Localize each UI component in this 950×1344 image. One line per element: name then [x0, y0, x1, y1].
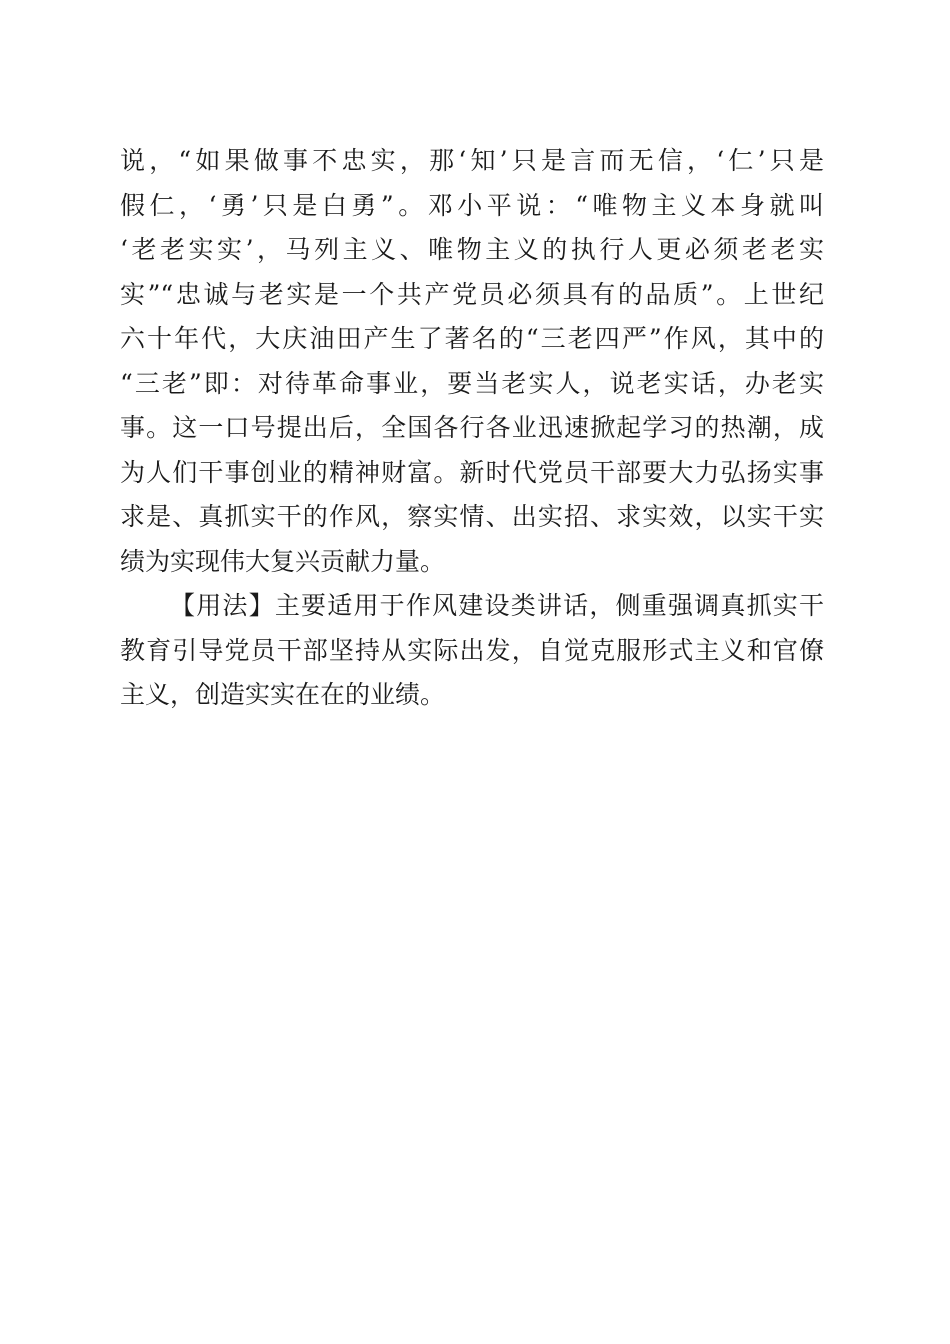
- text-line: “三老”即：对待革命事业，要当老实人，说老实话，办老实: [120, 368, 824, 398]
- text-line: 六十年代，大庆油田产生了著名的“三老四严”作风，其中的: [120, 324, 824, 353]
- text-line: 绩为实现伟大复兴贡献力量。: [120, 546, 446, 576]
- text-line: 教育引导党员干部坚持从实际出发，自觉克服形式主义和官僚: [120, 635, 824, 665]
- text-line: 说，“如果做事不忠实，那‘知’只是言而无信，‘仁’只是: [120, 146, 824, 175]
- text-line: 事。这一口号提出后，全国各行各业迅速掀起学习的热潮，成: [120, 413, 824, 442]
- text-line: ‘老老实实’，马列主义、唯物主义的执行人更必须老老实: [120, 235, 824, 264]
- body-text: [120, 139, 824, 718]
- text-line: 主义，创造实实在在的业绩。: [120, 680, 446, 709]
- paragraph-1: [120, 139, 824, 584]
- text-line: 实”“忠诚与老实是一个共产党员必须具有的品质”。上世纪: [120, 279, 824, 309]
- text-line: 求是、真抓实干的作风，察实情、出实招、求实效，以实干实: [120, 502, 824, 531]
- paragraph-2: [120, 584, 824, 718]
- text-line: 为人们干事创业的精神财富。新时代党员干部要大力弘扬实事: [120, 457, 824, 487]
- text-line: 【用法】主要适用于作风建设类讲话，侧重强调真抓实干: [170, 591, 824, 620]
- text-line: 假仁，‘勇’只是白勇”。邓小平说：“唯物主义本身就叫: [120, 190, 824, 220]
